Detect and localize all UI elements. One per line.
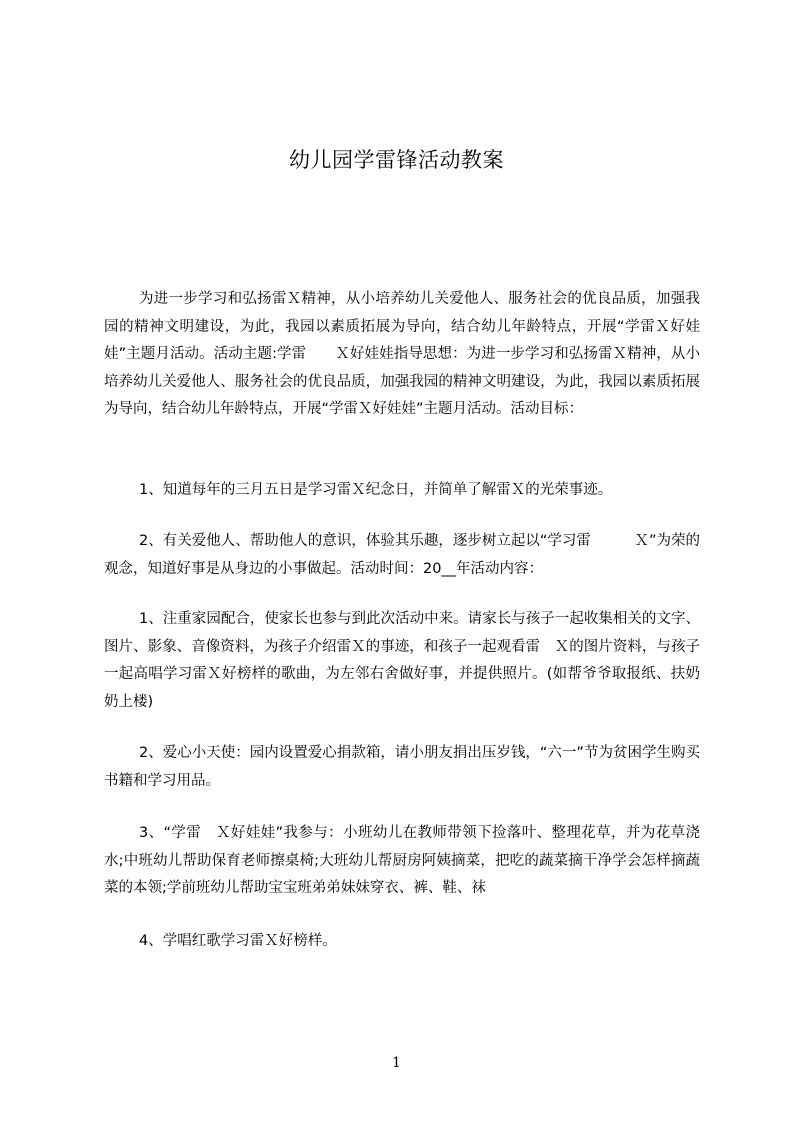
goal-item-2: 2、有关爱他人、帮助他人的意识，体验其乐趣，逐步树立起以“学习雷 Ｘ”为荣的观念，知道好事是从身边的小事做起。活动时间：20__年活动内容： — [104, 533, 700, 577]
goal-item-1: 1、知道每年的三月五日是学习雷Ｘ纪念日，并简单了解雷Ｘ的光荣事迹。 — [139, 482, 613, 498]
content-item-1: 1、注重家园配合，使家长也参与到此次活动中来。请家长与孩子一起收集相关的文字、图片、影象、音像资料，为孩子介绍雷Ｘ的事迹，和孩子一起观看雷 Ｘ的图片资料，与孩子一起高唱学习雷Ｘ好榜样的歌曲，为左邻右舍做好事，并提供照片。(如帮爷爷取报纸、扶奶奶上楼) — [104, 611, 700, 710]
page-number: 1 — [392, 1055, 401, 1071]
content-item-3: 3、“学雷 Ｘ好娃娃”我参与：小班幼儿在教师带领下捡落叶、整理花草，并为花草浇水;中班幼儿帮助保育老师擦桌椅;大班幼儿帮厨房阿姨摘菜，把吃的蔬菜摘干净学会怎样摘蔬菜的本领;学前班幼儿帮助宝宝班弟弟妹妹穿衣、裤、鞋、袜 — [104, 825, 700, 896]
content-item-4: 4、学唱红歌学习雷Ｘ好榜样。 — [139, 933, 337, 949]
document-title: 幼儿园学雷锋活动教案 — [289, 148, 504, 172]
intro-paragraph: 为进一步学习和弘扬雷Ｘ精神，从小培养幼儿关爱他人、服务社会的优良品质，加强我园的精神文明建设，为此，我园以素质拓展为导向，结合幼儿年龄特点，开展“学雷Ｘ好娃娃”主题月活动。活动主题:学雷 Ｘ好娃娃指导思想：为进一步学习和弘扬雷Ｘ精神，从小培养幼儿关爱他人、服务社会的优良品质，加强我园的精神文明建设，为此，我园以素质拓展为导向，结合幼儿年龄特点，开展“学雷Ｘ好娃娃”主题月活动。活动目标： — [104, 291, 700, 417]
content-item-2: 2、爱心小天使：园内设置爱心捐款箱，请小朋友捐出压岁钱，“六一”节为贫困学生购买书籍和学习用品。 — [104, 745, 700, 789]
